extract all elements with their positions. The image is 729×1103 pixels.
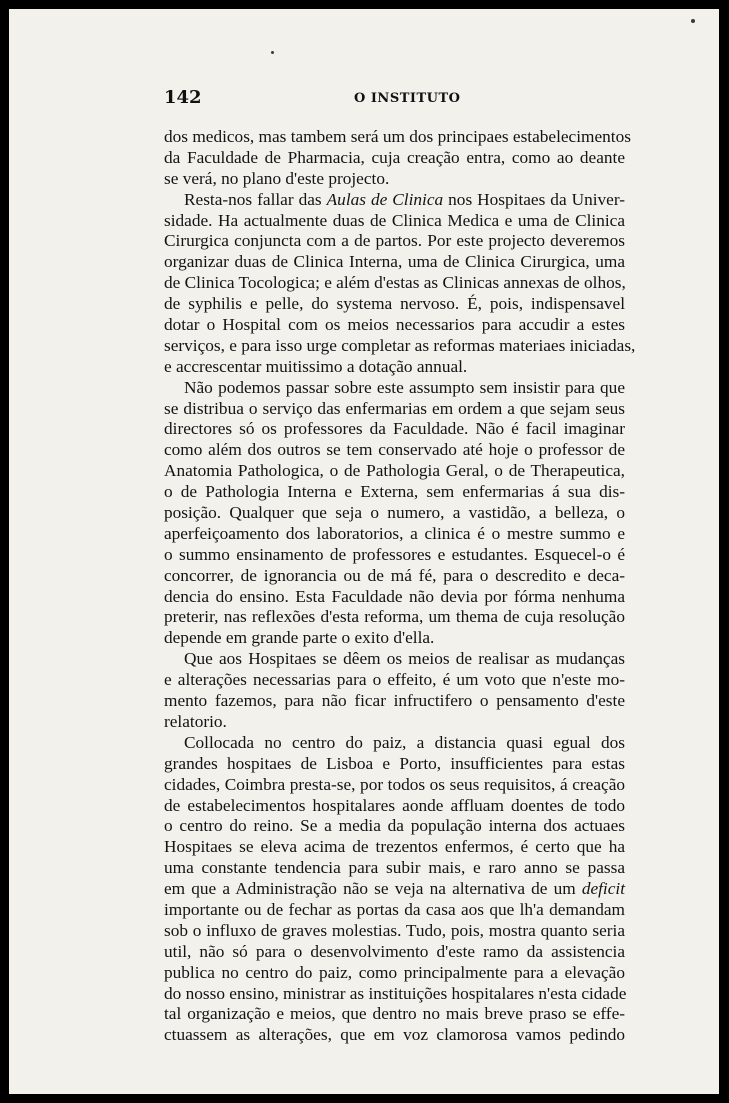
text-line: de estabelecimentos hospitalares aonde affluam doentes de todo — [164, 795, 625, 815]
text-line: dencia do ensino. Esta Faculdade não devia por fórma nenhuma — [164, 586, 625, 606]
text-line: de Clinica Tocologica; e além d'estas as Clinicas annexas de olhos, — [164, 273, 626, 293]
text-line: dotar o Hospital com os meios necessarios para accudir a estes — [164, 315, 625, 335]
text-line: como além dos outros se tem conservado até hoje o professor de — [164, 440, 625, 460]
text-line: mento fazemos, para não ficar infructifero o pensamento d'este — [164, 691, 625, 711]
text-line: o de Pathologia Interna e Externa, sem enfermarias á sua dis- — [164, 482, 625, 502]
text-line: Cirurgica conjuncta com a de partos. Por este projecto deveremos — [164, 231, 625, 251]
text-line: posição. Qualquer que seja o numero, a vastidão, a belleza, o — [164, 503, 625, 523]
text-line: dos medicos, mas tambem será um dos principaes estabelecimentos — [164, 127, 631, 146]
text-line: cidades, Coimbra presta-se, por todos os seus requisitos, á creação — [164, 774, 625, 794]
text-line: se verá, no plano d'este projecto. — [164, 168, 390, 188]
text-line: util, não só para o desenvolvimento d'este ramo da assistencia — [164, 941, 625, 961]
book-page — [9, 9, 719, 1094]
text-line: depende em grande parte o exito d'ella. — [164, 628, 435, 648]
text-line: e accrescentar muitissimo a dotação annual. — [164, 356, 468, 376]
running-title: O INSTITUTO — [354, 91, 461, 106]
text-line: se distribua o serviço das enfermarias em ordem a que sejam seus — [164, 398, 625, 418]
text-line: importante ou de fechar as portas da casa aos que lh'a demandam — [164, 899, 625, 919]
text-line: ctuassem as alterações, que em voz clamorosa vamos pedindo — [164, 1025, 625, 1045]
text-line: preterir, nas reflexões d'esta reforma, um thema de cuja resolução — [164, 607, 625, 627]
text-line: uma constante tendencia para subir mais, e raro anno se passa — [164, 858, 625, 878]
text-line: do nosso ensino, ministrar as instituições hospitalares n'esta cidade — [164, 983, 627, 1003]
text-line: organizar duas de Clinica Interna, uma de Clinica Cirurgica, uma — [164, 252, 625, 272]
text-line: sidade. Ha actualmente duas de Clinica Medica e uma de Clinica — [164, 210, 625, 230]
text-line: Collocada no centro do paiz, a distancia quasi egual dos — [184, 732, 625, 752]
paper-speck — [271, 51, 274, 54]
text-line: publica no centro do paiz, como principalmente para a elevação — [164, 962, 625, 982]
page-header — [164, 85, 624, 115]
text-line: sob o influxo de graves molestias. Tudo, pois, mostra quanto seria — [164, 920, 625, 940]
text-line — [164, 190, 625, 211]
text-line: Hospitaes se eleva acima de trezentos enfermos, é certo que ha — [164, 837, 625, 857]
text-segment: Resta-nos fallar das Aulas de Clinica nos Hospitaes da Univer- — [184, 189, 626, 209]
text-line: Que aos Hospitaes se dêem os meios de realisar as mudanças — [184, 649, 625, 669]
text-line: o summo ensinamento de professores e estudantes. Esquecel-o é — [164, 544, 625, 564]
text-line: de syphilis e pelle, do systema nervoso. É, pois, indispensavel — [164, 294, 625, 314]
paper-speck — [691, 19, 695, 23]
text-line: grandes hospitaes de Lisboa e Porto, insufficientes para estas — [164, 753, 625, 773]
text-line: concorrer, de ignorancia ou de má fé, para o descredito e deca- — [164, 565, 625, 585]
text-line: tal organização e meios, que dentro no mais breve praso se effe- — [164, 1004, 625, 1024]
text-line: relatorio. — [164, 711, 227, 731]
text-line: em que a Administração não se veja na alternativa de um deficit — [164, 879, 625, 899]
emphasis-text: deficit — [581, 879, 625, 899]
page-number: 142 — [164, 87, 202, 108]
text-line: Não podemos passar sobre este assumpto sem insistir para que — [184, 377, 625, 397]
text-line: o centro do reino. Se a media da população interna dos actuaes — [164, 816, 625, 836]
text-line: directores só os professores da Faculdade. Não é facil imaginar — [164, 419, 625, 439]
text-line: Anatomia Pathologica, o de Pathologia Geral, o de Therapeutica, — [164, 461, 625, 481]
text-line: serviços, e para isso urge completar as reformas materiaes iniciadas, — [164, 335, 636, 355]
text-line: e alterações necessarias para o effeito, é um voto que n'este mo- — [164, 670, 625, 690]
text-line: aperfeiçoamento dos laboratorios, a clinica é o mestre summo e — [164, 523, 625, 543]
text-line: da Faculdade de Pharmacia, cuja creação entra, como ao deante — [164, 147, 625, 167]
body-text — [164, 127, 636, 1046]
emphasis-text: Aulas de Clinica — [326, 189, 444, 209]
